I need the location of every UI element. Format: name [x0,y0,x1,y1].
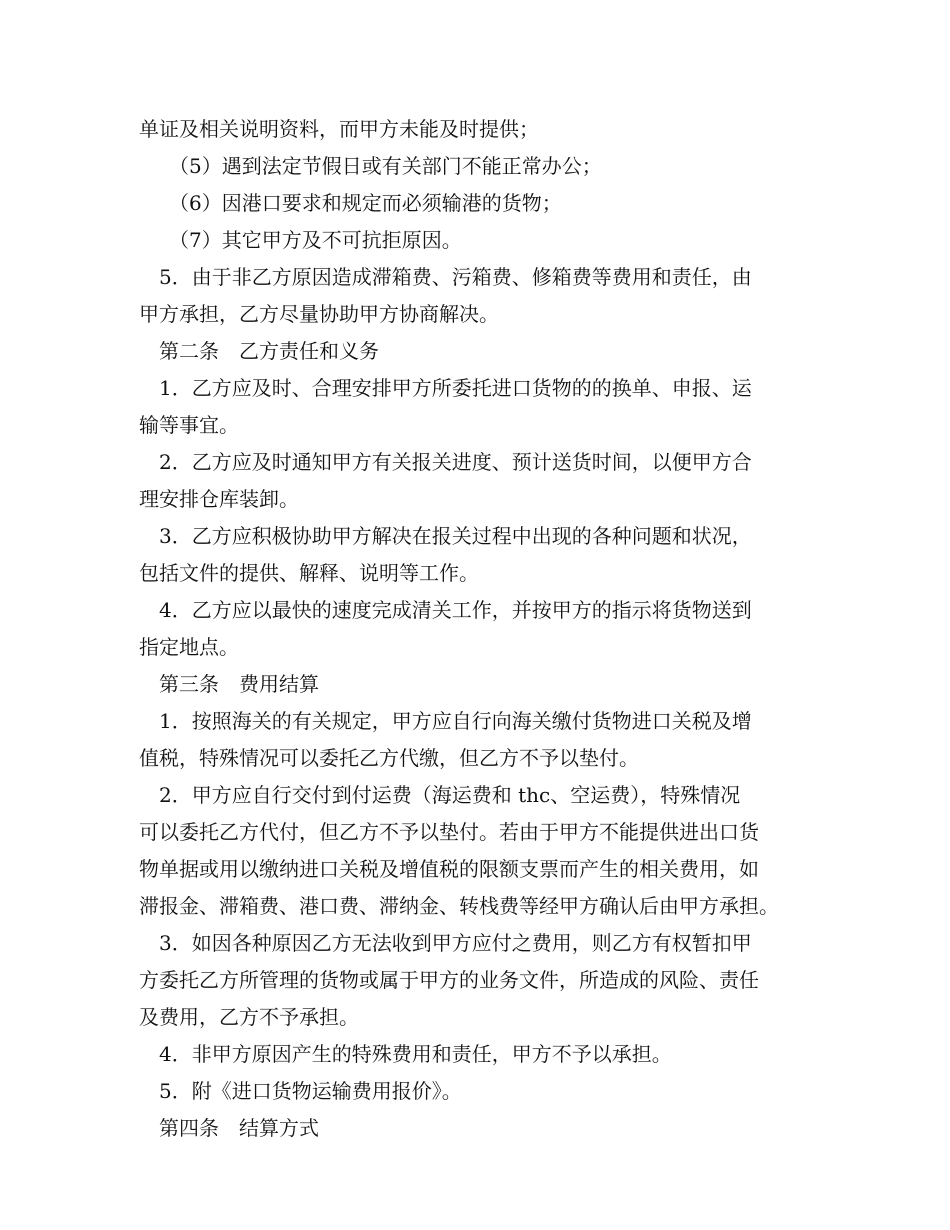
clause-item: 2．甲方应自行交付到付运费（海运费和 thc、空运费），特殊情况 [159,783,741,807]
clause-item: 2．乙方应及时通知甲方有关报关进度、预计送货时间，以便甲方合 [159,450,752,474]
text-line: 甲方承担，乙方尽量协助甲方协商解决。 [139,302,499,326]
clause-item: 4．乙方应以最快的速度完成清关工作，并按甲方的指示将货物送到 [159,598,752,622]
text-line: 单证及相关说明资料，而甲方未能及时提供； [139,117,539,141]
text-line: 值税，特殊情况可以委托乙方代缴，但乙方不予以垫付。 [139,746,639,770]
clause-item: 5．附《进口货物运输费用报价》。 [159,1079,462,1103]
text-line: 输等事宜。 [139,413,239,437]
list-item: （7）其它甲方及不可抗拒原因。 [169,228,462,252]
text-line: 滞报金、滞箱费、港口费、滞纳金、转栈费等经甲方确认后由甲方承担。 [139,894,779,918]
clause-item: 1．按照海关的有关规定，甲方应自行向海关缴付货物进口关税及增 [159,709,752,733]
clause-item: 1．乙方应及时、合理安排甲方所委托进口货物的的换单、申报、运 [159,376,752,400]
document-body [139,111,829,1147]
text-line: 包括文件的提供、解释、说明等工作。 [139,561,479,585]
list-item: （6）因港口要求和规定而必须输港的货物； [169,191,562,215]
clause-item: 3．乙方应积极协助甲方解决在报关过程中出现的各种问题和状况， [159,524,752,548]
text-line: 方委托乙方所管理的货物或属于甲方的业务文件，所造成的风险、责任 [139,968,759,992]
text-line: 理安排仓库装卸。 [139,487,299,511]
clause-item: 5．由于非乙方原因造成滞箱费、污箱费、修箱费等费用和责任，由 [159,265,752,289]
section-heading: 第二条 乙方责任和义务 [159,339,379,363]
section-heading: 第三条 费用结算 [159,672,319,696]
text-line: 指定地点。 [139,635,239,659]
text-line: 可以委托乙方代付，但乙方不予以垫付。若由于甲方不能提供进出口货 [139,820,759,844]
clause-item: 4．非甲方原因产生的特殊费用和责任，甲方不予以承担。 [159,1042,672,1066]
section-heading: 第四条 结算方式 [159,1116,319,1140]
list-item: （5）遇到法定节假日或有关部门不能正常办公； [169,154,602,178]
text-line: 物单据或用以缴纳进口关税及增值税的限额支票而产生的相关费用，如 [139,857,759,881]
text-line: 及费用，乙方不予承担。 [139,1005,359,1029]
clause-item: 3．如因各种原因乙方无法收到甲方应付之费用，则乙方有权暂扣甲 [159,931,752,955]
